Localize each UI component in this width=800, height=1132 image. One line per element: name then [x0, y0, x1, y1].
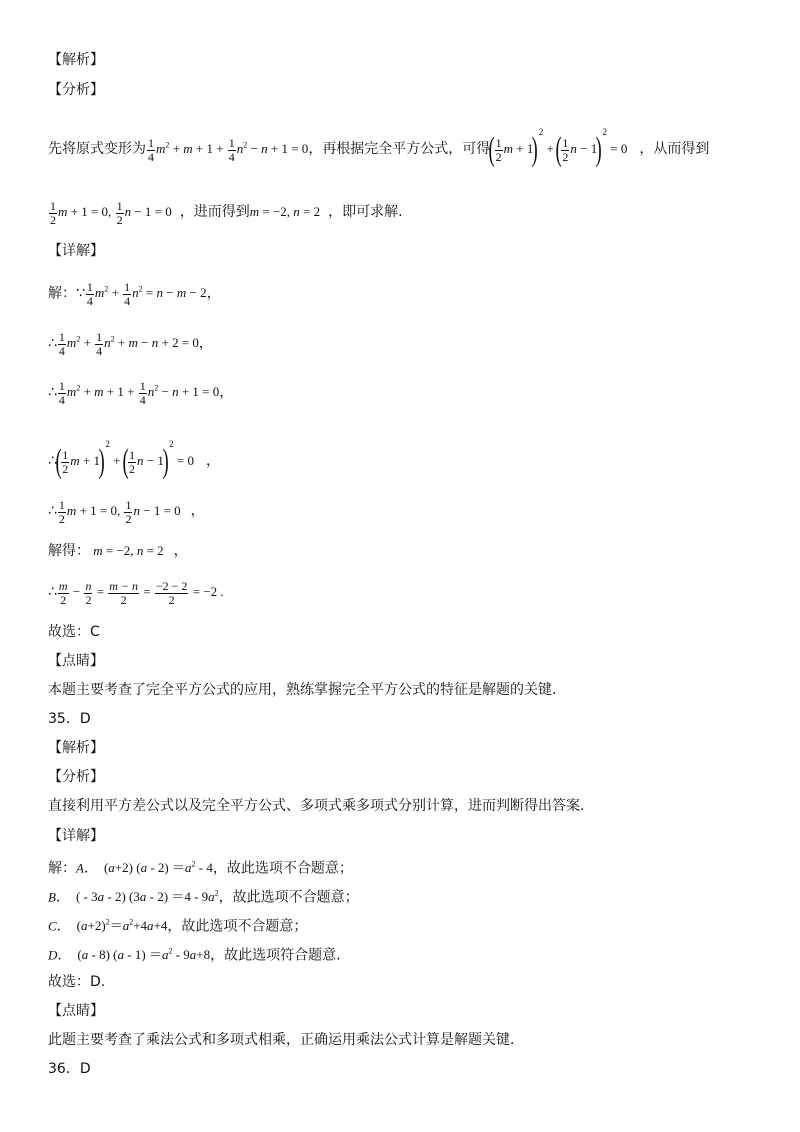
analysis-line-2	[48, 192, 403, 232]
heading-xiangjie-2: 【详解】	[48, 828, 104, 844]
solution-step-6: 解得： m = −2, n = 2 ，	[48, 543, 188, 559]
therefore-symbol: ∴	[48, 503, 57, 519]
comment-34: 本题主要考查了完全平方公式的应用，熟练掌握完全平方公式的特征是解题的关键.	[48, 682, 557, 698]
formula-linear-eqs: $\frac{1}{2}$ m + 1 = 0, $\frac{1}{2}$ n − 1 = 0	[50, 198, 172, 227]
comment-35: 此题主要考查了乘法公式和多项式相乘，正确运用乘法公式计算是解题关键.	[48, 1032, 515, 1048]
option-b-verdict: ，故此选项不合题意；	[218, 889, 359, 906]
solution-step-2: ∴ $\frac{1}{4}$ $m^2$ + $\frac{1}{4}$ $n^2 + m - n + 2 = 0$，	[48, 330, 213, 358]
analysis-line-1	[48, 112, 709, 169]
solution-step-5: ∴ $\frac{1}{2}$ m + 1 = 0, $\frac{1}{2}$ n − 1 = 0 ，	[48, 497, 205, 526]
solution-step-7: ∴ $\frac{m}{2}$ − $\frac{n}{2}$ = $\frac{m - n}{2}$ = $\frac{-2 - 2}{2}$ = −2 .	[48, 578, 224, 607]
option-d-verdict: ，故此选项符合题意.	[210, 947, 341, 964]
heading-jiexi-1: 【解析】	[48, 52, 104, 68]
option-c-line: C． $(a+2)^2=a^2+4a+4$，故此选项不合题意；	[48, 918, 308, 935]
solution-prefix: 解：	[48, 285, 76, 302]
because-symbol: ∵	[76, 285, 85, 302]
therefore-symbol: ∴	[48, 453, 57, 469]
comma: ，	[173, 543, 188, 559]
analysis-text-b: ，再根据完全平方公式，可得	[308, 141, 491, 157]
comma: ，	[190, 503, 205, 519]
therefore-symbol: ∴	[48, 384, 57, 401]
choice-35: 故选：D.	[48, 974, 106, 990]
option-c-verdict: ，故此选项不合题意；	[167, 918, 308, 935]
solution-step-4: ∴( $\frac{1}{2}$ m + 1)$^2$ + ( $\frac{1}{2}$ n − 1)$^2$ = 0 ，	[48, 439, 220, 481]
option-a-line: 解：A． (a+2) $(a - 2) =a^2 - 4$，故此选项不合题意；	[48, 860, 353, 877]
heading-fenxi-2: 【分析】	[48, 769, 104, 785]
heading-fenxi-1: 【分析】	[48, 82, 104, 98]
comma: ，	[206, 453, 220, 469]
heading-dianjing-1: 【点睛】	[48, 653, 104, 669]
option-b-line: B． ( - 3a - 2) $(3a - 2) =4 - 9a^2$，故此选项不合题意；	[48, 889, 359, 906]
formula-mn-values: m = −2, n = 2	[249, 204, 321, 219]
solve-label: 解得：	[48, 543, 90, 559]
analysis-35: 直接利用平方差公式以及完全平方公式、多项式乘多项式分别计算，进而判断得出答案.	[48, 798, 585, 814]
heading-xiangjie-1: 【详解】	[48, 243, 104, 259]
option-d-line: D． (a - 8) $(a - 1) =a^2 - 9a+8$，故此选项符合题意.	[48, 947, 341, 964]
formula-transformed: $\frac{1}{4}$ $m^2 + m + 1$ + $\frac{1}{4}$ $n^2 - n + 1 = 0$	[148, 135, 309, 164]
choice-34: 故选：C	[48, 624, 100, 640]
analysis-text-d: ，进而得到	[179, 204, 250, 220]
option-a-verdict: ，故此选项不合题意；	[212, 860, 353, 877]
heading-jiexi-2: 【解析】	[48, 740, 104, 756]
comma: ，	[219, 384, 234, 401]
analysis-text-c: ，从而得到	[639, 141, 710, 157]
question-35-number: 35．D	[48, 711, 91, 727]
solution-step-1: 解：∵ $\frac{1}{4}$ $m^2$ + $\frac{1}{4}$ $n^2 = n - m - 2$，	[48, 280, 221, 308]
comma: ，	[206, 285, 221, 302]
heading-dianjing-2: 【点睛】	[48, 1003, 104, 1019]
solution-step-3: ∴ $\frac{1}{4}$ $m^2 + m + 1$ + $\frac{1}{4}$ $n^2 - n + 1 = 0$，	[48, 379, 234, 407]
therefore-symbol: ∴	[48, 584, 57, 600]
analysis-text-e: ，即可求解.	[328, 204, 403, 220]
comma: ，	[198, 335, 213, 352]
formula-square-sum: ( $\frac{1}{2}$ m + 1)$^2$ + ( $\frac{1}{2}$ n − 1)$^2$ = 0	[488, 127, 628, 169]
question-36-number: 36．D	[48, 1061, 91, 1077]
analysis-text-a: 先将原式变形为	[48, 141, 146, 157]
therefore-symbol: ∴	[48, 335, 57, 352]
